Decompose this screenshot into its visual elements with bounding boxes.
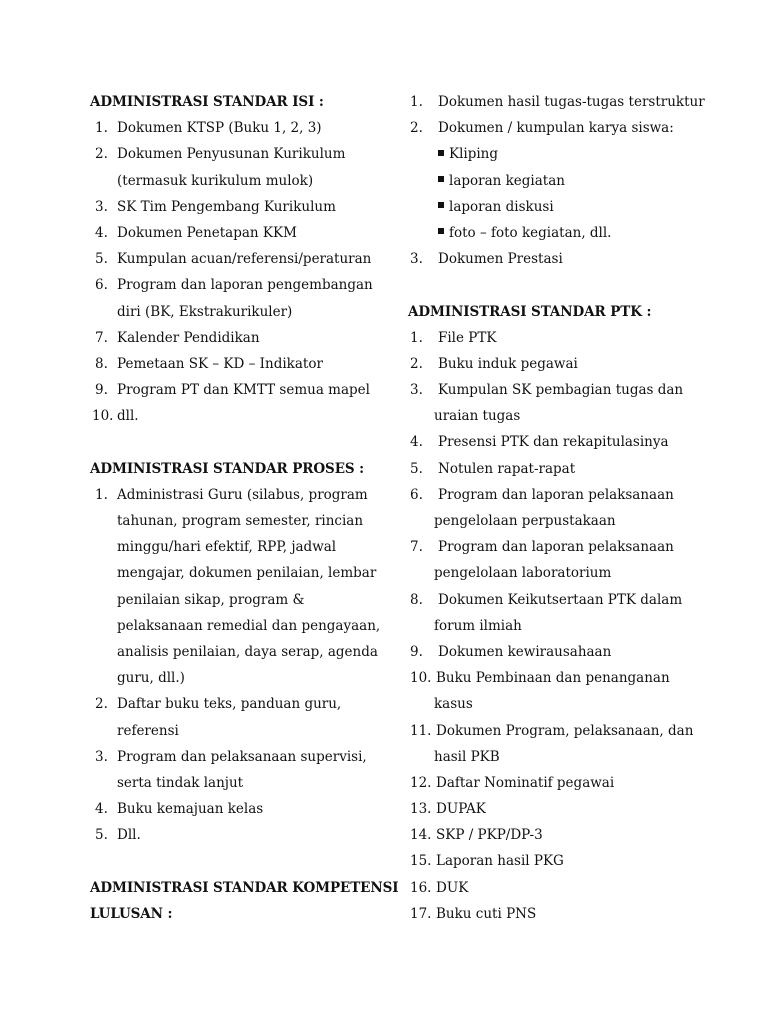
list-item xyxy=(408,770,698,796)
list-standar-isi xyxy=(90,115,380,429)
list-number: 2. xyxy=(95,146,108,163)
list-text: tahunan, program semester, rincian xyxy=(117,513,364,529)
list-standar-ptk xyxy=(408,325,698,927)
list-item xyxy=(408,351,698,377)
list-item-continuation xyxy=(408,403,698,429)
list-item xyxy=(408,482,698,534)
list-item-continuation xyxy=(90,587,380,613)
list-text: (termasuk kurikulum mulok) xyxy=(117,172,314,189)
section-heading-standar-kompetensi: ADMINISTRASI STANDAR KOMPETENSI xyxy=(90,879,399,896)
list-item-continuation xyxy=(90,665,380,691)
list-text: guru, dll.) xyxy=(117,670,185,687)
list-item-continuation xyxy=(90,508,380,534)
list-item xyxy=(408,796,698,822)
list-item-continuation xyxy=(90,718,380,744)
list-item-line xyxy=(408,325,698,351)
list-item xyxy=(90,325,380,351)
list-text: Dokumen / kumpulan karya siswa: xyxy=(438,120,674,137)
list-item xyxy=(408,848,698,874)
list-item xyxy=(408,429,698,455)
list-number: 4. xyxy=(95,801,108,818)
list-item-line xyxy=(408,587,698,613)
list-number: 5. xyxy=(95,827,108,844)
list-item xyxy=(90,351,380,377)
list-item xyxy=(90,744,380,796)
list-text: Dokumen Program, pelaksanaan, dan xyxy=(436,722,694,739)
list-text: Kumpulan SK pembagian tugas dan xyxy=(438,382,684,399)
list-item xyxy=(408,665,698,717)
list-item xyxy=(90,822,380,848)
list-text: Presensi PTK dan rekapitulasinya xyxy=(438,434,669,451)
list-item xyxy=(90,246,380,272)
list-text: Laporan hasil PKG xyxy=(436,853,564,870)
list-item xyxy=(408,639,698,665)
list-number: 1. xyxy=(95,120,108,137)
list-text: Dokumen Penetapan KKM xyxy=(117,224,297,241)
list-number: 2. xyxy=(410,355,423,372)
list-number: 9. xyxy=(410,643,423,660)
list-item-line xyxy=(408,901,698,927)
list-item xyxy=(90,272,380,324)
list-number: 11. xyxy=(410,722,432,739)
list-number: 3. xyxy=(410,382,423,399)
list-number: 13. xyxy=(410,801,432,818)
spacer xyxy=(90,848,380,874)
list-text: Kumpulan acuan/referensi/peraturan xyxy=(117,251,372,268)
list-text: pelaksanaan remedial dan pengayaan, xyxy=(117,617,381,634)
list-number: 8. xyxy=(95,355,108,372)
list-text: serta tindak lanjut xyxy=(117,774,244,791)
list-text: forum ilmiah xyxy=(434,617,522,634)
bullet-item xyxy=(408,141,698,167)
list-item-line xyxy=(90,115,380,141)
list-text: Kalender Pendidikan xyxy=(117,329,260,346)
list-text: uraian tugas xyxy=(434,408,521,425)
list-number: 10. xyxy=(92,408,114,425)
list-item-line xyxy=(90,220,380,246)
list-item xyxy=(408,718,698,770)
list-number: 1. xyxy=(410,329,423,346)
list-item xyxy=(90,482,380,692)
list-text: mengajar, dokumen penilaian, lembar xyxy=(117,565,377,582)
list-text: Dll. xyxy=(117,827,141,844)
list-number: 4. xyxy=(410,434,423,451)
list-item xyxy=(408,587,698,639)
list-item-line xyxy=(90,141,380,167)
list-number: 6. xyxy=(95,277,108,294)
list-item xyxy=(408,875,698,901)
list-text: DUK xyxy=(436,879,469,896)
list-item-line xyxy=(90,325,380,351)
section-heading-standar-proses: ADMINISTRASI STANDAR PROSES : xyxy=(90,460,365,477)
list-text: Dokumen Keikutsertaan PTK dalam xyxy=(438,591,683,608)
list-text: Notulen rapat-rapat xyxy=(438,460,576,477)
list-number: 7. xyxy=(95,329,108,346)
list-text: SK Tim Pengembang Kurikulum xyxy=(117,198,336,215)
list-item-line xyxy=(408,456,698,482)
list-item-line xyxy=(408,377,698,403)
section-heading-standar-ptk: ADMINISTRASI STANDAR PTK : xyxy=(408,303,652,320)
list-number: 1. xyxy=(410,94,423,110)
list-text: kasus xyxy=(434,696,473,713)
list-item-continuation xyxy=(90,639,380,665)
list-item-line xyxy=(408,848,698,874)
bullet-text: laporan kegiatan xyxy=(449,172,565,189)
list-item-line xyxy=(408,770,698,796)
list-text: Daftar Nominatif pegawai xyxy=(436,774,615,791)
list-text: DUPAK xyxy=(436,801,486,818)
list-item-line xyxy=(408,534,698,560)
list-item-continuation xyxy=(90,613,380,639)
bullet-text: Kliping xyxy=(449,146,499,163)
list-number: 3. xyxy=(410,251,423,268)
square-bullet-icon xyxy=(438,202,444,208)
list-item xyxy=(408,456,698,482)
list-text: Dokumen hasil tugas-tugas terstruktur xyxy=(438,94,705,110)
list-text: Program PT dan KMTT semua mapel xyxy=(117,382,370,399)
list-item-continuation xyxy=(90,560,380,586)
list-item-continuation xyxy=(408,613,698,639)
list-item xyxy=(408,822,698,848)
left-column xyxy=(90,89,399,927)
bullet-item xyxy=(408,220,698,246)
list-item-continuation xyxy=(90,770,380,796)
list-item-line xyxy=(90,377,380,403)
list-item-continuation xyxy=(90,534,380,560)
list-item-continuation xyxy=(408,691,698,717)
bullet-text: foto – foto kegiatan, dll. xyxy=(449,224,612,241)
list-item xyxy=(408,246,698,272)
list-text: Administrasi Guru (silabus, program xyxy=(117,486,368,503)
list-number: 2. xyxy=(410,120,423,137)
right-column xyxy=(408,89,705,927)
list-item-line xyxy=(90,194,380,220)
list-number: 2. xyxy=(95,696,108,713)
list-item-line xyxy=(90,744,380,770)
list-item-line xyxy=(408,639,698,665)
list-text: pengelolaan laboratorium xyxy=(434,565,612,582)
list-text: Program dan laporan pengembangan xyxy=(117,277,373,294)
list-number: 6. xyxy=(410,486,423,503)
list-text: Pemetaan SK – KD – Indikator xyxy=(117,355,323,372)
list-item xyxy=(90,377,380,403)
list-item-line xyxy=(408,718,698,744)
bullet-text: laporan diskusi xyxy=(449,198,554,215)
list-item xyxy=(408,115,698,141)
bullet-item xyxy=(408,194,698,220)
list-item xyxy=(408,901,698,927)
spacer xyxy=(90,429,380,455)
square-bullet-icon xyxy=(438,228,444,234)
list-item xyxy=(90,403,380,429)
list-item-line xyxy=(90,822,380,848)
list-item xyxy=(90,115,380,141)
list-text: penilaian sikap, program & xyxy=(117,591,305,608)
list-text: minggu/hari efektif, RPP, jadwal xyxy=(117,539,337,556)
list-number: 16. xyxy=(410,879,432,896)
list-item xyxy=(408,89,705,115)
list-number: 12. xyxy=(410,774,432,791)
list-text: Program dan laporan pelaksanaan xyxy=(438,539,674,556)
list-item-continuation xyxy=(408,744,698,770)
list-number: 4. xyxy=(95,224,108,241)
list-item xyxy=(90,141,380,193)
list-item-line xyxy=(90,351,380,377)
list-item-line xyxy=(90,272,380,298)
list-text: Buku induk pegawai xyxy=(438,355,578,372)
list-text: Dokumen Prestasi xyxy=(438,251,563,268)
list-number: 10. xyxy=(410,670,432,687)
list-item-line xyxy=(408,665,698,691)
list-text: SKP / PKP/DP-3 xyxy=(436,827,543,844)
list-number: 17. xyxy=(410,905,432,922)
list-text: Daftar buku teks, panduan guru, xyxy=(117,696,342,713)
list-text: Buku kemajuan kelas xyxy=(117,801,264,818)
section-heading-standar-isi: ADMINISTRASI STANDAR ISI : xyxy=(90,94,324,110)
list-item xyxy=(90,220,380,246)
list-item xyxy=(408,534,698,586)
list-item-line xyxy=(408,796,698,822)
list-number: 8. xyxy=(410,591,423,608)
list-text: Dokumen Penyusunan Kurikulum xyxy=(117,146,346,163)
list-number: 9. xyxy=(95,382,108,399)
list-text: dll. xyxy=(117,408,139,425)
list-text: referensi xyxy=(117,722,179,739)
list-text: Dokumen kewirausahaan xyxy=(438,643,612,660)
list-item-line xyxy=(90,796,380,822)
list-item xyxy=(408,377,698,429)
bullet-item xyxy=(408,168,698,194)
list-item-line xyxy=(408,875,698,901)
list-item-line xyxy=(90,246,380,272)
list-item-continuation xyxy=(90,299,380,325)
list-number: 3. xyxy=(95,748,108,765)
bullet-list-karya-siswa xyxy=(408,141,698,246)
list-item-line xyxy=(90,482,380,508)
section-heading-standar-kompetensi-cont: LULUSAN : xyxy=(90,905,173,922)
spacer xyxy=(408,272,698,298)
list-text: Buku cuti PNS xyxy=(436,905,537,922)
list-item xyxy=(90,194,380,220)
list-number: 3. xyxy=(95,198,108,215)
list-number: 1. xyxy=(95,486,108,503)
list-number: 7. xyxy=(410,539,423,556)
list-number: 14. xyxy=(410,827,432,844)
list-item-continuation xyxy=(408,508,698,534)
list-text: analisis penilaian, daya serap, agenda xyxy=(117,643,378,660)
list-item xyxy=(408,325,698,351)
list-text: hasil PKB xyxy=(434,748,500,765)
list-item xyxy=(90,691,380,743)
list-item-line xyxy=(408,429,698,455)
list-item xyxy=(90,796,380,822)
list-item-line xyxy=(90,403,380,429)
list-text: Program dan laporan pelaksanaan xyxy=(438,486,674,503)
list-text: File PTK xyxy=(438,329,497,346)
list-text: Buku Pembinaan dan penanganan xyxy=(436,670,670,687)
list-text: Dokumen KTSP (Buku 1, 2, 3) xyxy=(117,120,322,137)
list-number: 5. xyxy=(410,460,423,477)
list-item-line xyxy=(408,482,698,508)
list-item-continuation xyxy=(408,560,698,586)
list-item-line xyxy=(408,351,698,377)
list-standar-proses xyxy=(90,482,380,849)
square-bullet-icon xyxy=(438,176,444,182)
list-number: 5. xyxy=(95,251,108,268)
list-text: pengelolaan perpustakaan xyxy=(434,513,616,529)
list-number: 15. xyxy=(410,853,432,870)
list-item-continuation xyxy=(90,168,380,194)
list-text: diri (BK, Ekstrakurikuler) xyxy=(117,303,293,320)
list-text: Program dan pelaksanaan supervisi, xyxy=(117,748,367,765)
list-item-line xyxy=(90,691,380,717)
square-bullet-icon xyxy=(438,150,444,156)
list-item-line xyxy=(408,822,698,848)
